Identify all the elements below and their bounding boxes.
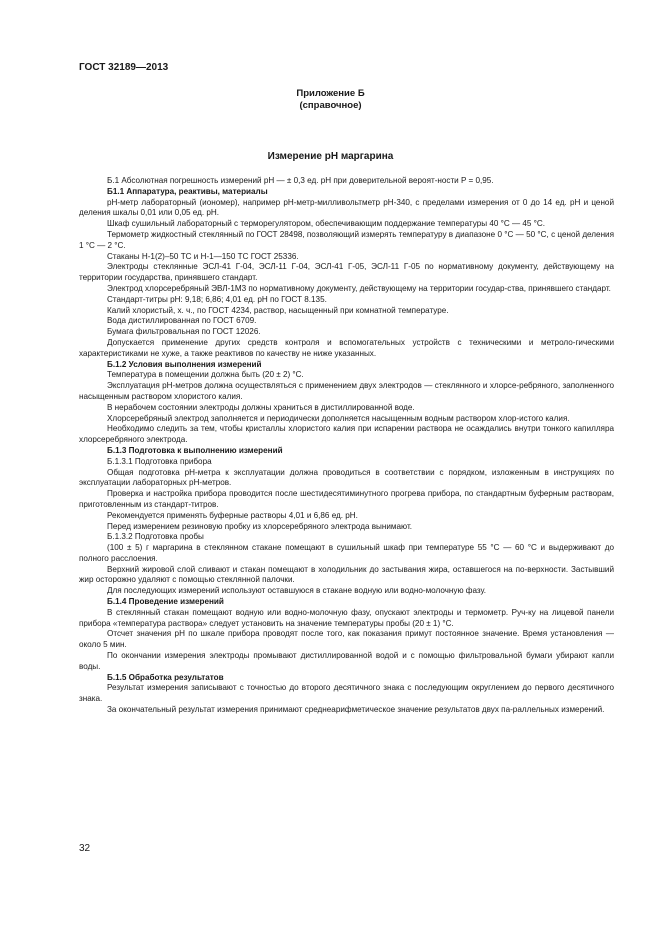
paragraph: В стеклянный стакан помещают водную или водно-молочную фазу, опускают электроды и термометр. Руч-ку на лицевой панели прибора «температура раствора» следует установить на значение температуры пробы (20 ± 1) °С.	[79, 607, 614, 628]
paragraph: Для последующих измерений используют оставшуюся в стакане водную или водно-молочную фазу.	[107, 586, 487, 596]
appendix-title: Приложение Б	[296, 88, 365, 99]
paragraph: (100 ± 5) г маргарина в стеклянном стакане помещают в сушильный шкаф при температуре 55 °С — 60 °С и выдерживают до полного расслоения.	[79, 543, 614, 563]
paragraph: Результат измерения записывают с точностью до второго десятичного знака с последующим округлением до первого десятичного знака.	[79, 683, 614, 704]
section-heading: Б.1.5 Обработка результатов	[107, 672, 224, 682]
section-heading: Б.1.4 Проведение измерений	[107, 597, 224, 607]
paragraph: Калий хлористый, х. ч., по ГОСТ 4234, раствор, насыщенный при комнатной температуре.	[107, 305, 449, 315]
paragraph: Стандарт-титры pH: 9,18; 6,86; 4,01 ед. pH по ГОСТ 8.135.	[107, 294, 327, 304]
section-heading: Б.1.3 Подготовка к выполнению измерений	[107, 445, 283, 455]
paragraph: Верхний жировой слой сливают и стакан помещают в холодильник до застывания жира, оставшегося на по-верхности. Застывший жир осторожно удаляют с помощью стеклянной палочки.	[79, 564, 614, 585]
paragraph: Шкаф сушильный лабораторный с терморегулятором, обеспечивающим поддержание температуры 40 °С — 45 °С.	[107, 219, 546, 229]
paragraph: Перед измерением резиновую пробку из хлорсеребряного электрода вынимают.	[107, 521, 413, 531]
paragraph: Б.1.3.1 Подготовка прибора	[107, 456, 212, 466]
paragraph: Отсчет значения pH по шкале прибора проводят после того, как показания примут постоянное значение. Время установления — около 5 мин.	[79, 629, 614, 650]
paragraph: Бумага фильтровальная по ГОСТ 12026.	[107, 327, 261, 337]
paragraph: Температура в помещении должна быть (20 ± 2) °С.	[107, 370, 304, 380]
paragraph: Проверка и настройка прибора проводится после шестидесятиминутного прогрева прибора, по стандартным буферным растворам, приготовленным из стандарт-титров.	[79, 489, 614, 509]
document-code: ГОСТ 32189—2013	[79, 62, 169, 73]
paragraph: Б.1 Абсолютная погрешность измерений pH — ± 0,3 ед. pH при доверительной вероят-ности P = 0,95.	[107, 176, 494, 185]
paragraph: Стаканы Н-1(2)–50 ТС и Н-1—150 ТС ГОСТ 25336.	[107, 251, 299, 261]
page-number: 32	[79, 843, 91, 854]
paragraph: В нерабочем состоянии электроды должны храниться в дистиллированной воде.	[107, 402, 415, 412]
paragraph: Необходимо следить за тем, чтобы кристаллы хлористого калия при испарении раствора не осаждались внутри тонкого капилляра хлорсеребряного электрода.	[79, 424, 614, 445]
section-heading: Б.1.2 Условия выполнения измерений	[107, 359, 262, 369]
paragraph: Электрод хлорсеребряный ЭВЛ-1М3 по нормативному документу, действующему на территории государ-ства, принявшего стандарт.	[107, 283, 611, 293]
paragraph: Эксплуатация pH-метров должна осуществляться с применением двух электродов — стеклянного и хлорсе-ребряного, заполненного насыщенным раствором хлористого калия.	[79, 381, 614, 401]
paragraph: Общая подготовка pH-метра к эксплуатации должна проводиться в соответствии с порядком, изложенным в инструкциях по эксплуатации лабораторных pH-метров.	[79, 467, 614, 488]
section-title: Измерение pH маргарина	[267, 151, 394, 162]
section-heading: Б1.1 Аппаратура, реактивы, материалы	[107, 186, 268, 196]
appendix-subtitle: (справочное)	[299, 100, 362, 111]
paragraph: Хлорсеребряный электрод заполняется и периодически дополняется насыщенным водным раствором хлор-истого калия.	[107, 413, 570, 423]
document-body	[79, 176, 614, 716]
paragraph: Термометр жидкостный стеклянный по ГОСТ 28498, позволяющий измерять температуру в диапазоне 0 °С — 50 °С, с ценой деления 1 °С — 2 °С.	[79, 229, 614, 250]
paragraph: За окончательный результат измерения принимают среднеарифметическое значение результатов двух па-раллельных измерений.	[107, 705, 605, 715]
paragraph: Рекомендуется применять буферные растворы 4,01 и 6,86 ед. pH.	[107, 510, 358, 520]
paragraph: pH-метр лабораторный (иономер), например pH-метр-милливольтметр pH-340, с пределами измерения от 0 до 14 ед. pH и ценой деления шкалы 0,01 или 0,05 ед. pH.	[79, 197, 614, 218]
paragraph: Вода дистиллированная по ГОСТ 6709.	[107, 316, 257, 326]
paragraph: Б.1.3.2 Подготовка пробы	[107, 532, 204, 542]
paragraph: Допускается применение других средств контроля и вспомогательных устройств с техническими и метроло-гическими характеристиками не хуже, а также реактивов по качеству не ниже указанных.	[79, 337, 614, 358]
paragraph: По окончании измерения электроды промывают дистиллированной водой и с помощью фильтровальной бумаги убирают капли воды.	[79, 651, 614, 671]
paragraph: Электроды стеклянные ЭСЛ-41 Г-04, ЭСЛ-11 Г-04, ЭСЛ-41 Г-05, ЭСЛ-11 Г-05 по нормативному документу, действующему на территории государства, принявшего стандарт.	[79, 262, 614, 283]
